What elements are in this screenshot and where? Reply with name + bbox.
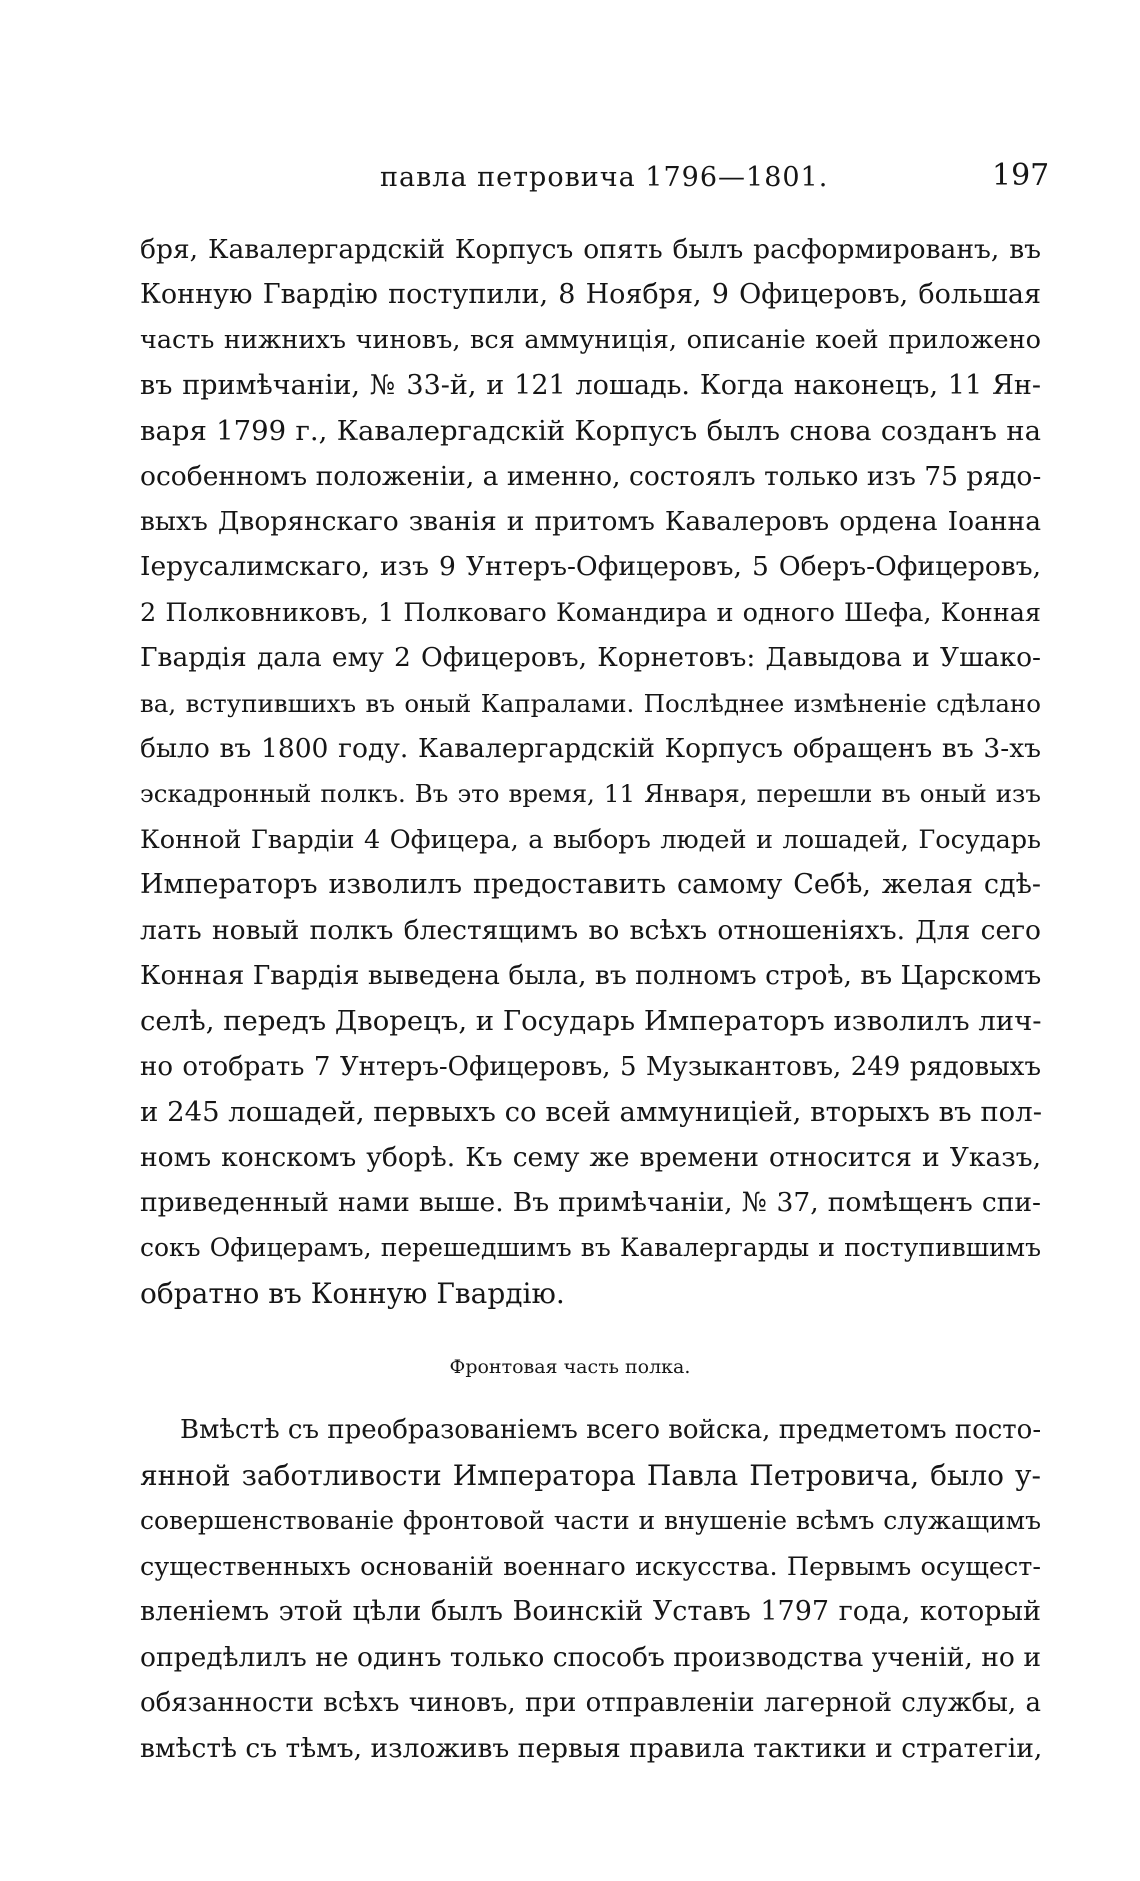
- text-line: выхъ Дворянскаго званія и притомъ Кавалеровъ ордена Іоанна: [140, 506, 1041, 537]
- text-line: особенномъ положеніи, а именно, состоялъ только изъ 75 рядо-: [140, 461, 1042, 492]
- text-line: вмѣстѣ съ тѣмъ, изложивъ первыя правила тактики и стратегіи,: [140, 1733, 1043, 1764]
- text-line: Императоръ изволилъ предоставить самому Себѣ, желая сдѣ-: [140, 869, 1041, 900]
- text-line: и 245 лошадей, первыхъ со всей аммуниціей, вторыхъ въ пол-: [140, 1096, 1042, 1128]
- text-line: сокъ Офицерамъ, перешедшимъ въ Кавалергарды и поступившимъ: [140, 1233, 1041, 1262]
- text-line: обязанности всѣхъ чиновъ, при отправленіи лагерной службы, а: [140, 1688, 1041, 1718]
- text-line: но отобрать 7 Унтеръ-Офицеровъ, 5 Музыкантовъ, 249 рядовыхъ: [140, 1052, 1041, 1082]
- text-line: опредѣлилъ не одинъ только способъ производства ученій, но и: [140, 1642, 1041, 1673]
- text-line: часть нижнихъ чиновъ, вся аммуниція, описаніе коей приложено: [140, 325, 1041, 355]
- text-line: обратно въ Конную Гвардію.: [140, 1277, 565, 1310]
- text-line: Конной Гвардіи 4 Офицера, а выборъ людей и лошадей, Государь: [140, 825, 1041, 855]
- text-line: лать новый полкъ блестящимъ во всѣхъ отношеніяхъ. Для сего: [140, 915, 1041, 946]
- page-number: 197: [992, 158, 1050, 193]
- text-line: приведенный нами выше. Въ примѣчаніи, № 37, помѣщенъ спи-: [140, 1187, 1041, 1218]
- text-line: существенныхъ основаній военнаго искусства. Первымъ осущест-: [140, 1552, 1041, 1582]
- text-line: Конная Гвардія выведена была, въ полномъ строѣ, въ Царскомъ: [140, 960, 1042, 991]
- running-head: павла петровича 1796—1801.: [380, 162, 829, 193]
- text-line: было въ 1800 году. Кавалергардскій Корпусъ обращенъ въ 3-хъ: [140, 733, 1041, 764]
- text-line: Конную Гвардію поступили, 8 Ноября, 9 Офицеровъ, большая: [140, 279, 1041, 310]
- text-line: варя 1799 г., Кавалергадскій Корпусъ былъ снова созданъ на: [140, 415, 1041, 447]
- text-line: номъ конскомъ уборѣ. Къ сему же времени относится и Указъ,: [140, 1142, 1041, 1173]
- text-line: эскадронный полкъ. Въ это время, 11 Января, перешли въ оный изъ: [140, 779, 1041, 808]
- text-line: янной заботливости Императора Павла Петровича, было у-: [140, 1459, 1041, 1492]
- text-line: 2 Полковниковъ, 1 Полковаго Командира и одного Шефа, Конная: [140, 598, 1041, 628]
- text-line: ва, вступившихъ въ оный Капралами. Послѣднее измѣненіе сдѣлано: [140, 689, 1041, 718]
- text-line: совершенствованіе фронтовой части и внушеніе всѣмъ служащимъ: [140, 1506, 1041, 1535]
- text-line: въ примѣчаніи, № 33-й, и 121 лошадь. Когда наконецъ, 11 Ян-: [140, 370, 1041, 401]
- text-line: Гвардія дала ему 2 Офицеровъ, Корнетовъ: Давыдова и Ушако-: [140, 642, 1041, 673]
- text-line: Вмѣстѣ съ преобразованіемъ всего войска, предметомъ посто-: [180, 1415, 1042, 1445]
- text-line: селѣ, передъ Дворецъ, и Государь Императоръ изволилъ лич-: [140, 1005, 1042, 1037]
- text-line: вленіемъ этой цѣли былъ Воинскій Уставъ 1797 года, который: [140, 1596, 1041, 1627]
- text-line: Іерусалимскаго, изъ 9 Унтеръ-Офицеровъ, 5 Оберъ-Офицеровъ,: [140, 551, 1041, 582]
- text-line: бря, Кавалергардскій Корпусъ опять былъ расформированъ, въ: [140, 234, 1041, 265]
- section-heading: Фронтовая часть полка.: [449, 1356, 691, 1378]
